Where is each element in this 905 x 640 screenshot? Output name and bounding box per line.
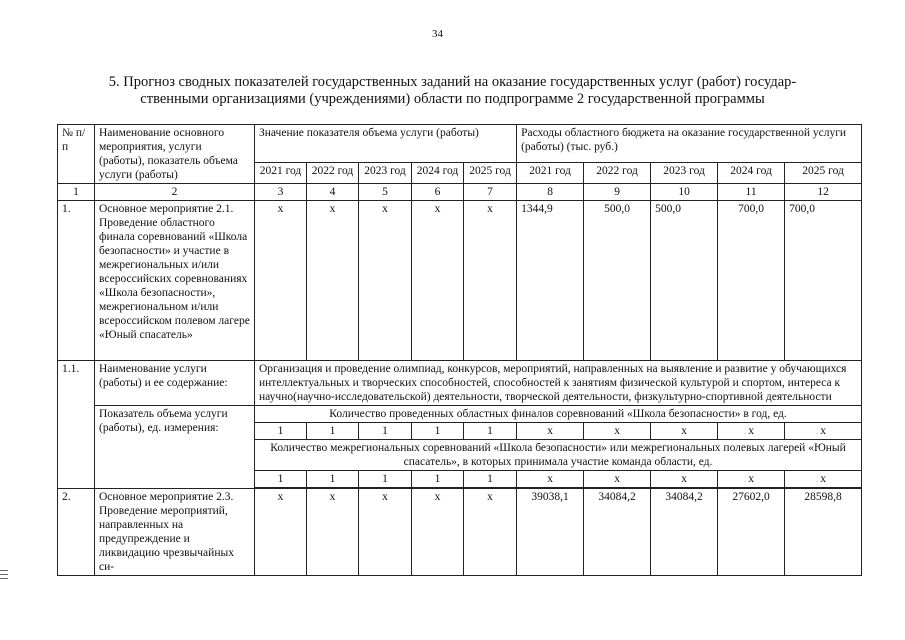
expense-value: 700,0 bbox=[718, 201, 785, 361]
edge-mark bbox=[0, 570, 8, 571]
col-number: 3 bbox=[255, 184, 307, 201]
exp-year: 2024 год bbox=[718, 163, 785, 184]
expense-value: 34084,2 bbox=[584, 489, 651, 576]
volume-value: х bbox=[359, 201, 412, 361]
service-label: Наименование услуги (работы) и ее содержание: bbox=[95, 361, 255, 406]
col-number: 9 bbox=[584, 184, 651, 201]
col-number: 7 bbox=[464, 184, 517, 201]
indicator-1-expense: х bbox=[584, 423, 651, 440]
indicator-2-volume: 1 bbox=[255, 471, 307, 488]
table-row bbox=[58, 201, 862, 361]
indicator-1-volume: 1 bbox=[464, 423, 517, 440]
col-number: 12 bbox=[785, 184, 862, 201]
indicator-2-expense: х bbox=[651, 471, 718, 488]
indicator-1: Количество проведенных областных финалов соревнований «Школа безопасности» в год, ед. bbox=[255, 406, 862, 423]
header-volume: Значение показателя объема услуги (работы) bbox=[255, 125, 517, 163]
volume-value: х bbox=[307, 201, 359, 361]
edge-mark bbox=[0, 578, 8, 579]
header-expenses: Расходы областного бюджета на оказание государственной услуги (работы) (тыс. руб.) bbox=[517, 125, 862, 163]
row-number: 1.1. bbox=[58, 361, 95, 489]
header-no: № п/п bbox=[58, 125, 95, 184]
volume-value: х bbox=[359, 489, 412, 576]
vol-year: 2023 год bbox=[359, 163, 412, 184]
exp-year: 2025 год bbox=[785, 163, 862, 184]
table-row bbox=[58, 406, 862, 423]
volume-value: х bbox=[464, 489, 517, 576]
volume-value: х bbox=[255, 201, 307, 361]
indicator-2: Количество межрегиональных соревнований «Школа безопасности» или межрегиональных полевых лагерей «Юный спасатель», в которых принимала участие команда области, ед. bbox=[255, 440, 862, 471]
expense-value: 700,0 bbox=[785, 201, 862, 361]
table-row bbox=[58, 489, 862, 576]
title-line-1: 5. Прогноз сводных показателей государственных заданий на оказание государственных услуг (работ) государ- bbox=[108, 74, 797, 90]
col-number: 2 bbox=[95, 184, 255, 201]
indicator-1-volume: 1 bbox=[307, 423, 359, 440]
table-row bbox=[58, 361, 862, 406]
exp-year: 2023 год bbox=[651, 163, 718, 184]
indicator-1-volume: 1 bbox=[412, 423, 464, 440]
indicator-1-expense: х bbox=[785, 423, 862, 440]
expense-value: 500,0 bbox=[584, 201, 651, 361]
indicator-1-expense: х bbox=[718, 423, 785, 440]
volume-value: х bbox=[412, 201, 464, 361]
indicator-1-expense: х bbox=[651, 423, 718, 440]
title-line-2: ственными организациями (учреждениями) области по подпрограмме 2 государственной программы bbox=[140, 91, 765, 107]
expense-value: 27602,0 bbox=[718, 489, 785, 576]
scan-edge-marks bbox=[0, 570, 8, 582]
col-number: 11 bbox=[718, 184, 785, 201]
column-numbers-row bbox=[58, 184, 862, 201]
col-number: 6 bbox=[412, 184, 464, 201]
expense-value: 1344,9 bbox=[517, 201, 584, 361]
indicator-1-volume: 1 bbox=[255, 423, 307, 440]
page-title bbox=[60, 74, 845, 108]
indicator-2-volume: 1 bbox=[412, 471, 464, 488]
expense-value: 39038,1 bbox=[517, 489, 584, 576]
indicator-2-volume: 1 bbox=[307, 471, 359, 488]
vol-year: 2021 год bbox=[255, 163, 307, 184]
indicator-2-volume: 1 bbox=[464, 471, 517, 488]
row-number: 1. bbox=[58, 201, 95, 361]
col-number: 8 bbox=[517, 184, 584, 201]
col-number: 4 bbox=[307, 184, 359, 201]
indicator-label: Показатель объема услуги (работы), ед. измерения: bbox=[95, 406, 255, 489]
indicator-2-volume: 1 bbox=[359, 471, 412, 488]
volume-value: х bbox=[412, 489, 464, 576]
indicator-1-volume: 1 bbox=[359, 423, 412, 440]
vol-year: 2024 год bbox=[412, 163, 464, 184]
forecast-table bbox=[57, 124, 862, 576]
measure-name: Основное мероприятие 2.3. Проведение мероприятий, направленных на предупреждение и ликвидацию чрезвычайных си- bbox=[95, 489, 255, 576]
vol-year: 2025 год bbox=[464, 163, 517, 184]
expense-value: 34084,2 bbox=[651, 489, 718, 576]
col-number: 10 bbox=[651, 184, 718, 201]
vol-year: 2022 год bbox=[307, 163, 359, 184]
page-number: 34 bbox=[432, 28, 443, 40]
row-number: 2. bbox=[58, 489, 95, 576]
volume-value: х bbox=[255, 489, 307, 576]
col-number: 5 bbox=[359, 184, 412, 201]
col-number: 1 bbox=[58, 184, 95, 201]
volume-value: х bbox=[464, 201, 517, 361]
measure-name: Основное мероприятие 2.1. Проведение областного финала соревнований «Школа безопасности» и участие в межрегиональных и/или всероссийских соревнованиях «Школа безопасности», межрегиональном и/или всероссийском полевом лагере «Юный спасатель» bbox=[95, 201, 255, 361]
indicator-2-expense: х bbox=[517, 471, 584, 488]
expense-value: 500,0 bbox=[651, 201, 718, 361]
header-name: Наименование основного мероприятия, услуги (работы), показатель объема услуги (работы) bbox=[95, 125, 255, 184]
service-content: Организация и проведение олимпиад, конкурсов, мероприятий, направленных на выявление и развитие у обучающихся интеллектуальных и творческих способностей, способностей к занятиям физической культурой и спортом, интереса к научно(научно-исследовательской) деятельности, творческой деятельности, физкультурно-спортивной деятельности bbox=[255, 361, 862, 406]
indicator-1-expense: х bbox=[517, 423, 584, 440]
indicator-2-expense: х bbox=[718, 471, 785, 488]
indicator-2-expense: х bbox=[584, 471, 651, 488]
edge-mark bbox=[0, 574, 8, 575]
expense-value: 28598,8 bbox=[785, 489, 862, 576]
header-row-1 bbox=[58, 125, 862, 163]
indicator-2-expense: х bbox=[785, 471, 862, 488]
volume-value: х bbox=[307, 489, 359, 576]
exp-year: 2022 год bbox=[584, 163, 651, 184]
exp-year: 2021 год bbox=[517, 163, 584, 184]
